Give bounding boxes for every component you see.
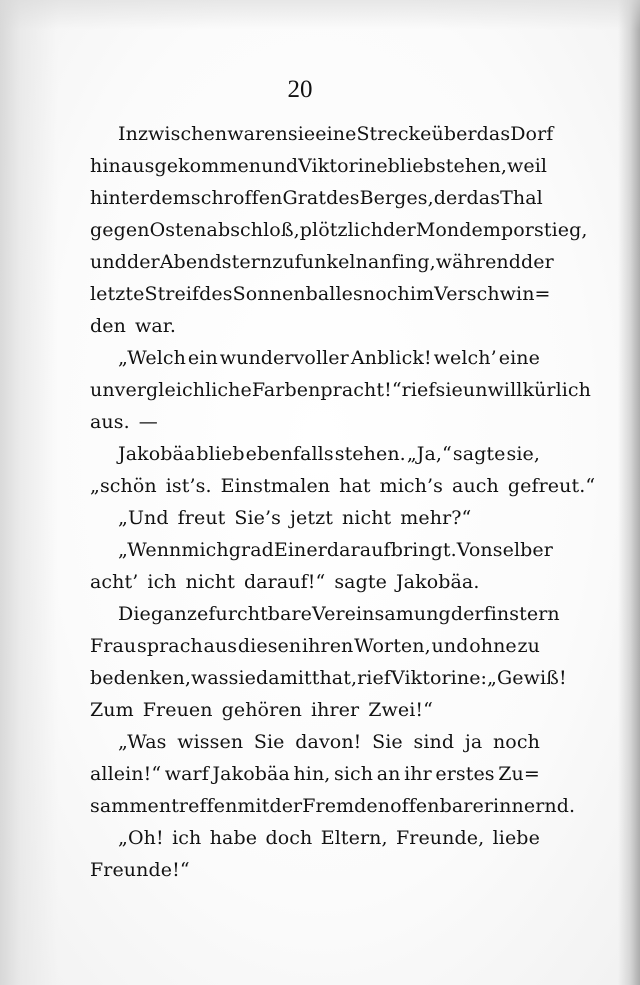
word: hin,	[293, 763, 331, 785]
word: ich	[172, 827, 202, 849]
word: Osten	[149, 219, 207, 241]
word: Viktorine	[298, 155, 388, 177]
word: blieb	[196, 443, 245, 465]
word: erinnernd.	[472, 795, 576, 817]
word: unvergleichliche	[90, 379, 252, 401]
word: darauf	[326, 539, 391, 561]
word: waren	[227, 123, 288, 145]
word: über	[431, 123, 477, 145]
text-line	[90, 790, 576, 822]
word: des	[199, 283, 233, 305]
word: wissen	[177, 731, 244, 753]
word: Grat	[282, 187, 327, 209]
word: „Wenn	[118, 539, 182, 561]
word: furchtbare	[208, 603, 313, 625]
word: ohne	[469, 635, 517, 657]
word: ihrer	[310, 699, 360, 721]
word: warf	[164, 763, 209, 785]
word: darauf!“	[243, 571, 326, 593]
word: „Ja,“	[406, 443, 452, 465]
word: Berges,	[359, 187, 434, 209]
text-line	[90, 214, 588, 246]
word: eine	[315, 123, 357, 145]
word: der	[383, 219, 416, 241]
word: Jakobäa.	[395, 571, 480, 593]
word: diesen	[237, 635, 302, 657]
word: sagte	[452, 443, 506, 465]
word: welch’	[433, 347, 497, 369]
word: was	[190, 667, 229, 689]
word: habe	[209, 827, 258, 849]
word: Thal	[500, 187, 543, 209]
word: aus	[203, 635, 238, 657]
word: sie	[287, 123, 316, 145]
word: den	[90, 315, 126, 337]
word: und	[90, 251, 127, 273]
text-line	[90, 534, 553, 566]
word: Fremden	[302, 795, 391, 817]
text-line	[90, 630, 540, 662]
word: weil	[507, 155, 548, 177]
word: des	[326, 187, 360, 209]
word: sind	[413, 731, 455, 753]
word: Sonnenballes	[232, 283, 363, 305]
word: letzte	[90, 283, 145, 305]
word: stehen.	[334, 443, 406, 465]
word: offenbar	[390, 795, 473, 817]
word: davon!	[295, 731, 362, 753]
word: der	[433, 187, 467, 209]
word: Zwei!“	[368, 699, 433, 721]
word: Jakobäa	[212, 763, 290, 785]
word: Farbenpracht!“	[251, 379, 402, 401]
word: Eltern,	[320, 827, 388, 849]
text-line	[90, 118, 554, 150]
word: Anblick!	[350, 347, 432, 369]
word: zu	[272, 251, 295, 273]
word: Inzwischen	[118, 123, 228, 145]
text-line	[90, 694, 540, 726]
word: Vereinsamung	[312, 603, 451, 625]
word: im	[409, 283, 435, 305]
text-line	[90, 342, 540, 374]
text-line	[90, 822, 540, 854]
page-shadow-right	[618, 0, 640, 985]
text-line	[90, 470, 596, 502]
word: stieg,	[534, 219, 588, 241]
word: mich	[181, 539, 229, 561]
text-line	[90, 598, 560, 630]
text-line	[90, 150, 548, 182]
word: blieb	[387, 155, 436, 177]
text-line	[90, 246, 554, 278]
word: „Welch	[118, 347, 186, 369]
word: sie,	[506, 443, 540, 465]
word: Von	[456, 539, 493, 561]
word: Abendstern	[159, 251, 273, 273]
word: an	[376, 763, 401, 785]
word: und	[261, 155, 299, 177]
word: freut	[177, 507, 226, 529]
word: zu	[517, 635, 540, 657]
word: funkeln	[294, 251, 368, 273]
word: Die	[118, 603, 151, 625]
word: Jakobäa	[118, 443, 196, 465]
word: „Gewiß!	[487, 667, 567, 689]
word: auch	[452, 475, 499, 497]
word: damit	[256, 667, 312, 689]
word: Dorf	[510, 123, 554, 145]
word: doch	[265, 827, 313, 849]
word: selber	[492, 539, 553, 561]
word: mehr?“	[400, 507, 472, 529]
word: finstern	[483, 603, 560, 625]
word: gehören	[221, 699, 302, 721]
word: plötzlich	[299, 219, 384, 241]
word: noch	[362, 283, 410, 305]
word: Sie’s	[234, 507, 282, 529]
word: Strecke	[356, 123, 432, 145]
word: ihr	[404, 763, 432, 785]
word: sammentreffen	[90, 795, 238, 817]
word: während	[435, 251, 522, 273]
word: anfing,	[367, 251, 436, 273]
text-line	[90, 278, 551, 310]
word: Zum	[90, 699, 134, 721]
word: rief	[357, 667, 391, 689]
word: unwillkürlich	[462, 379, 592, 401]
word: stehen,	[435, 155, 507, 177]
word: sich	[334, 763, 374, 785]
word: wundervoller	[219, 347, 349, 369]
word: „Was	[118, 731, 167, 753]
word: Freunde,	[396, 827, 485, 849]
word: war.	[134, 315, 176, 337]
word: mich’s	[379, 475, 444, 497]
word: dem	[149, 187, 191, 209]
text-line	[90, 662, 567, 694]
word: Streif	[144, 283, 200, 305]
word: gefreut.“	[507, 475, 596, 497]
word: grad	[228, 539, 274, 561]
word: aus.	[90, 411, 130, 433]
word: schroffen	[190, 187, 283, 209]
word: Freunde!“	[90, 859, 190, 881]
word: nicht	[341, 507, 392, 529]
text-line	[90, 182, 543, 214]
word: Frau	[90, 635, 137, 657]
text-line	[90, 374, 592, 406]
text-line	[90, 438, 540, 470]
word: mit	[237, 795, 270, 817]
word: hinter	[90, 187, 150, 209]
word: das	[466, 187, 501, 209]
page-shadow-top	[0, 0, 640, 30]
word: sagte	[334, 571, 387, 593]
text-line	[90, 758, 540, 790]
word: Verschwin=	[434, 283, 551, 305]
word: der	[450, 603, 484, 625]
page-number: 20	[287, 76, 313, 103]
word: sprach	[136, 635, 203, 657]
word: „Und	[118, 507, 169, 529]
text-line	[90, 502, 540, 534]
text-line	[90, 406, 540, 438]
word: ein	[187, 347, 218, 369]
word: ja	[464, 731, 483, 753]
word: eine	[498, 347, 540, 369]
word: Einer	[273, 539, 327, 561]
word: ganze	[150, 603, 209, 625]
text-line	[90, 854, 540, 886]
word: bedenken,	[90, 667, 191, 689]
word: der	[521, 251, 554, 273]
word: sie	[435, 379, 463, 401]
word: nicht	[185, 571, 235, 593]
word: ihren	[302, 635, 354, 657]
word: Zu=	[498, 763, 540, 785]
word: Worten,	[354, 635, 431, 657]
word: das	[476, 123, 511, 145]
page-shadow-left	[0, 0, 58, 985]
body-text	[90, 118, 596, 886]
word: rief	[401, 379, 436, 401]
word: noch	[492, 731, 540, 753]
word: Einstmalen	[220, 475, 331, 497]
word: that,	[311, 667, 358, 689]
word: Sie	[253, 731, 285, 753]
word: erstes	[435, 763, 495, 785]
word: empor	[471, 219, 534, 241]
word: abschloß,	[206, 219, 300, 241]
word: „schön	[90, 475, 157, 497]
word: Sie	[372, 731, 403, 753]
word: ebenfalls	[245, 443, 334, 465]
word: hat	[339, 475, 371, 497]
word: jetzt	[290, 507, 333, 529]
word: bringt.	[390, 539, 457, 561]
text-line	[90, 726, 540, 758]
word: der	[126, 251, 160, 273]
word: und	[431, 635, 469, 657]
word: ich	[147, 571, 177, 593]
word: Mond	[415, 219, 472, 241]
word: acht’	[90, 571, 139, 593]
word: gegen	[90, 219, 150, 241]
word: sie	[228, 667, 257, 689]
word: hinausgekommen	[90, 155, 262, 177]
word: —	[138, 411, 158, 433]
word: ist’s.	[165, 475, 212, 497]
text-line	[90, 566, 540, 598]
word: Freuen	[142, 699, 213, 721]
word: der	[269, 795, 303, 817]
word: Viktorine:	[390, 667, 488, 689]
word: allein!“	[90, 763, 162, 785]
word: liebe	[492, 827, 540, 849]
word: „Oh!	[118, 827, 164, 849]
text-line	[90, 310, 540, 342]
